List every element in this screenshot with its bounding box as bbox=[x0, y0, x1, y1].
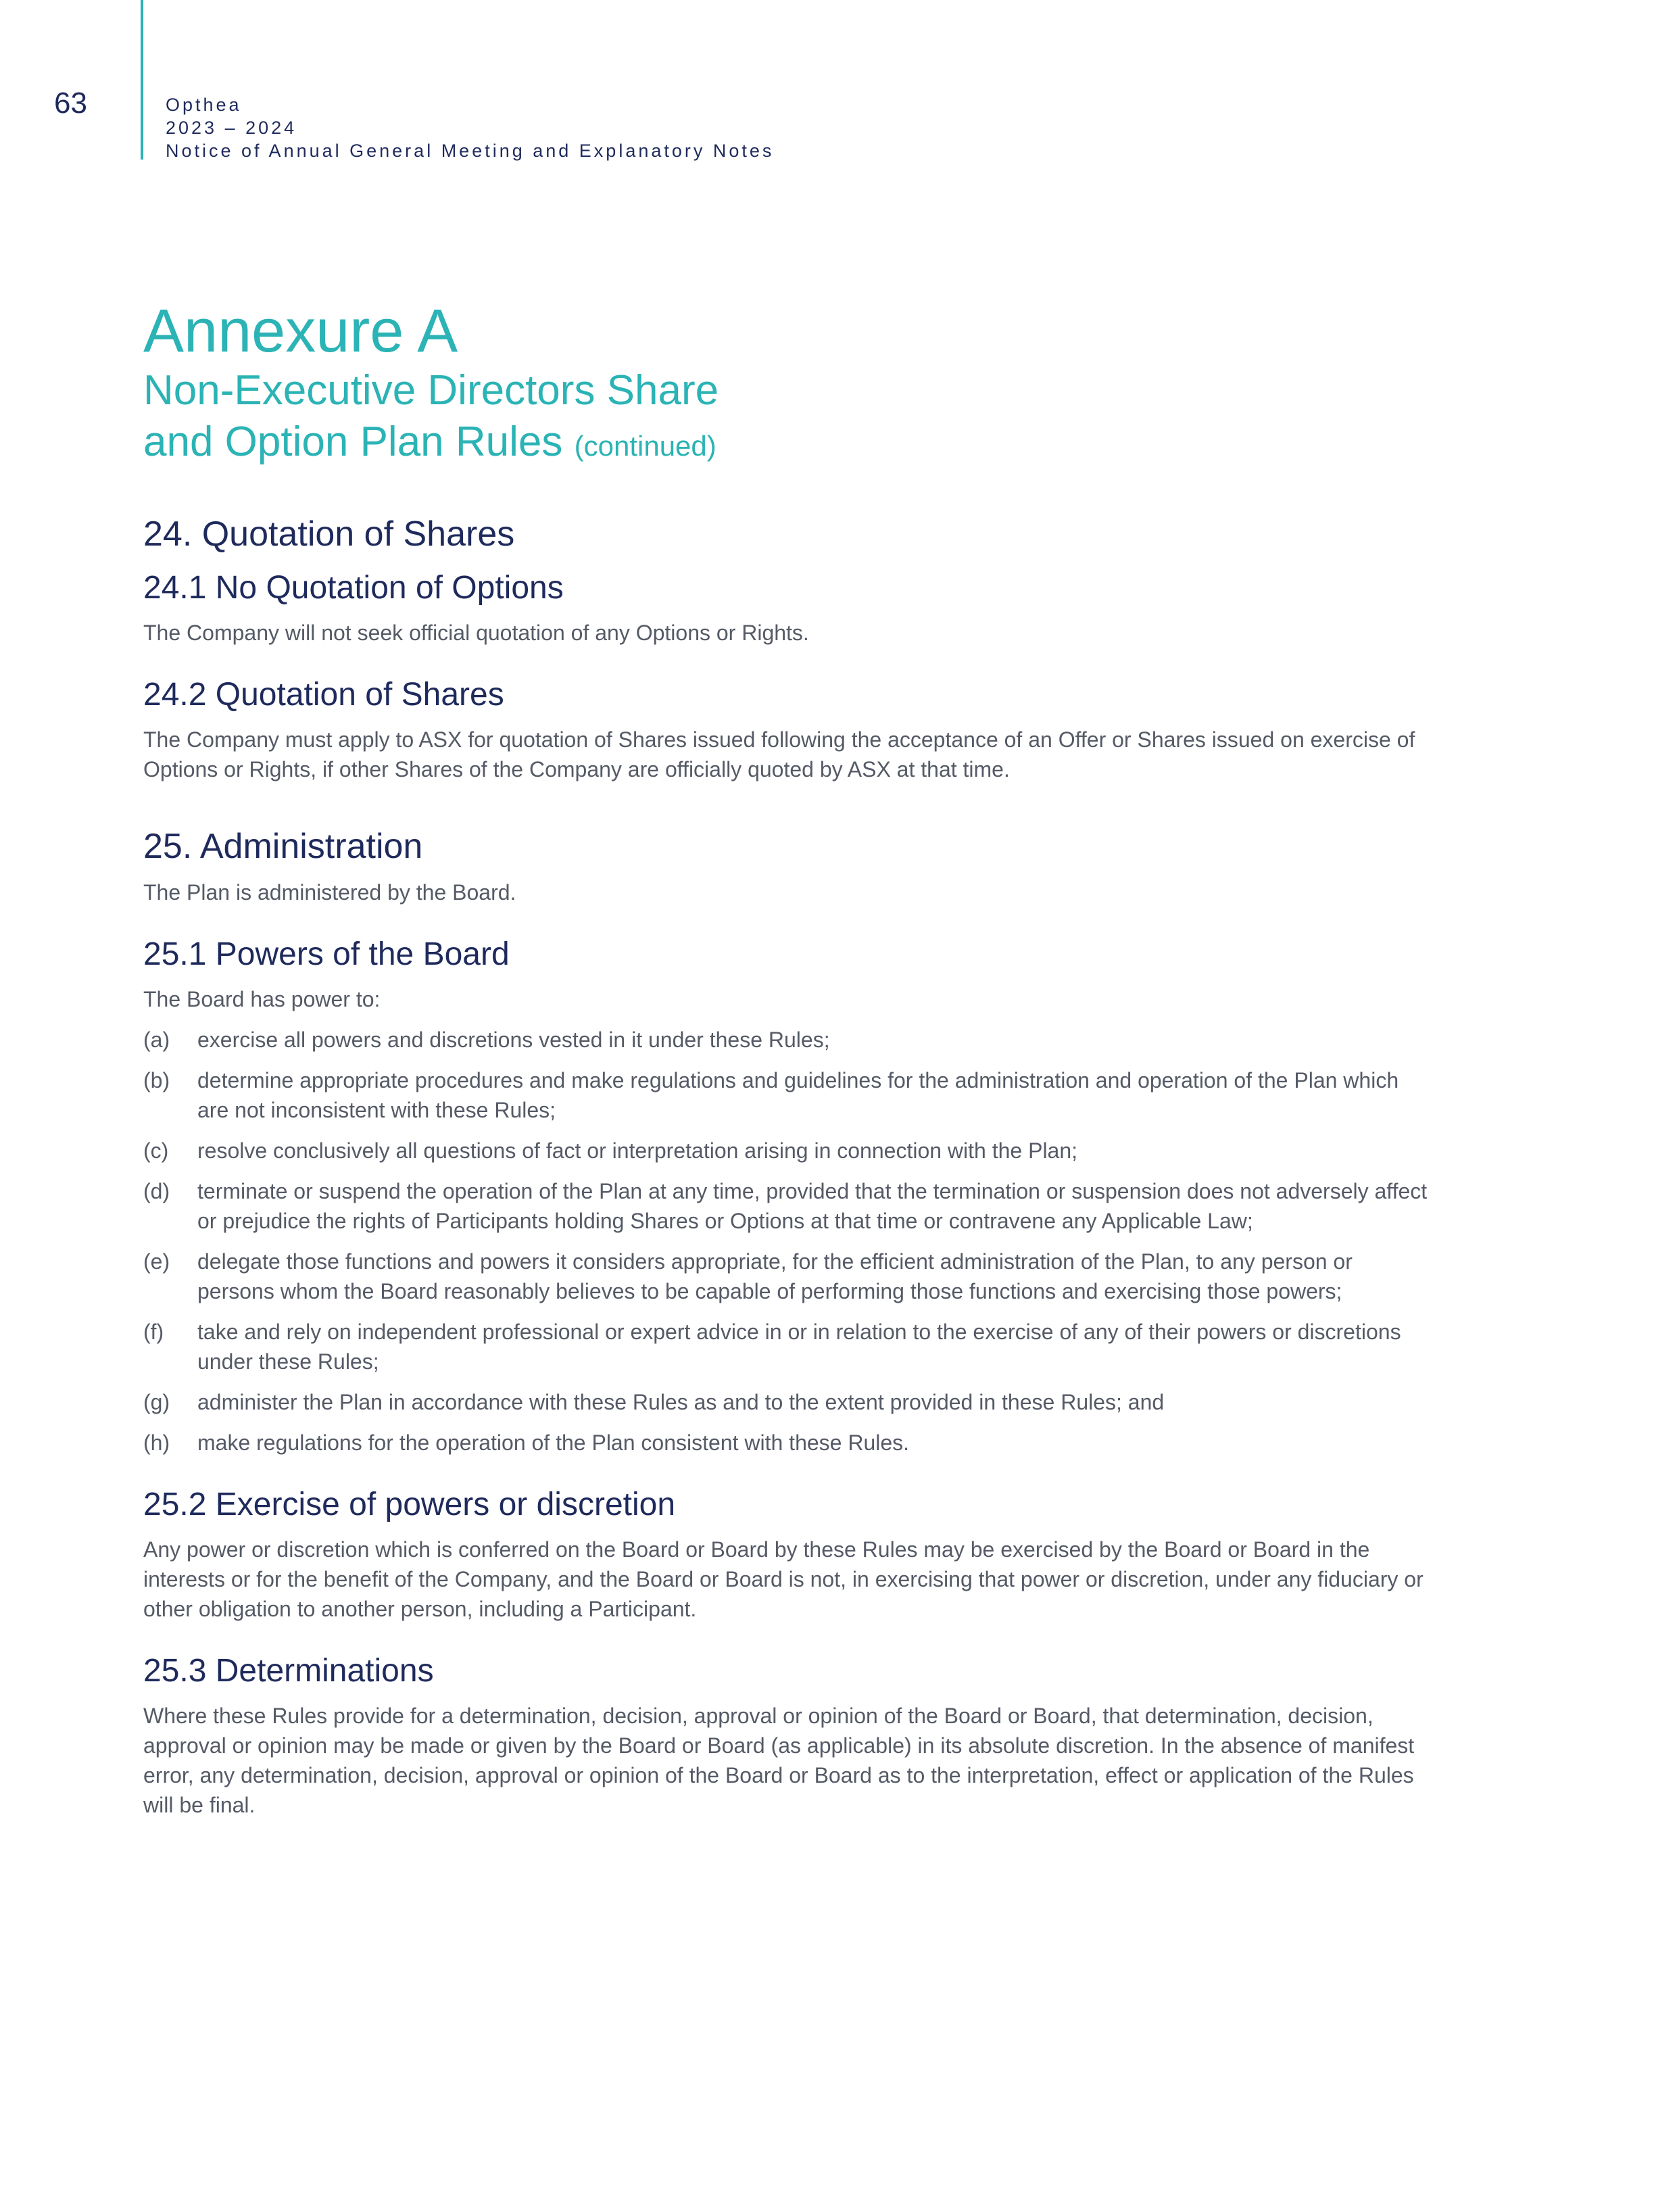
company-name: Opthea bbox=[166, 95, 242, 115]
section-25-2-heading: 25.2 Exercise of powers or discretion bbox=[143, 1487, 676, 1522]
subtitle-line-1: Non-Executive Directors Share bbox=[143, 367, 719, 414]
section-24-2-text: The Company must apply to ASX for quotation of Shares issued following the acceptance of an Offer or Shares issued on exercise of Options or Rights, if other Shares of the Company are officially quoted by ASX at that time. bbox=[143, 727, 1415, 782]
report-year: 2023 – 2024 bbox=[166, 118, 297, 138]
page-number: 63 bbox=[54, 87, 87, 120]
annexure-subtitle bbox=[143, 365, 1428, 472]
section-25-1-intro: The Board has power to: bbox=[143, 987, 381, 1011]
section-24-1-heading: 24.1 No Quotation of Options bbox=[143, 570, 564, 606]
running-header bbox=[166, 93, 774, 162]
section-25-3-heading: 25.3 Determinations bbox=[143, 1653, 434, 1689]
section-25-3-text: Where these Rules provide for a determination, decision, approval or opinion of the Board or Board, that determination, decision, approval or opinion may be made or given by the Board or Board (as applicable) in its absolute discretion. In the absence of manifest error, any determination, decision, approval or opinion of the Board or Board as to the interpretation, effect or application of the Rules will be final. bbox=[143, 1704, 1415, 1817]
list-item: (h) make regulations for the operation of the Plan consistent with these Rules. bbox=[143, 1430, 910, 1455]
main-content bbox=[143, 297, 1428, 1820]
section-24-heading: 24. Quotation of Shares bbox=[143, 514, 515, 554]
list-item: (b) determine appropriate procedures and make regulations and guidelines for the administration and operation of the Plan which are not inconsistent with these Rules; bbox=[143, 1068, 1399, 1122]
list-item: (c) resolve conclusively all questions of fact or interpretation arising in connection with the Plan; bbox=[143, 1138, 1078, 1163]
header-divider bbox=[141, 0, 143, 160]
document-title: Notice of Annual General Meeting and Explanatory Notes bbox=[166, 141, 775, 161]
list-item: (f) take and rely on independent professional or expert advice in or in relation to the exercise of any of their powers or discretions under these Rules; bbox=[143, 1320, 1401, 1374]
list-item: (a) exercise all powers and discretions vested in it under these Rules; bbox=[143, 1028, 830, 1052]
list-item: (d) terminate or suspend the operation of the Plan at any time, provided that the termination or suspension does not adversely affect or prejudice the rights of Participants holding Shares or Options at that time or contravene any Applicable Law; bbox=[143, 1179, 1428, 1233]
section-25-1-heading: 25.1 Powers of the Board bbox=[143, 936, 510, 972]
continued-note: (continued) bbox=[574, 430, 716, 462]
annexure-title: Annexure A bbox=[143, 297, 458, 365]
section-25-2-text: Any power or discretion which is conferred on the Board or Board by these Rules may be exercised by the Board or Board in the interests or for the benefit of the Company, and the Board or Board is not, in exercising that power or discretion, under any fiduciary or other obligation to another person, including a Participant. bbox=[143, 1537, 1424, 1621]
section-25-intro: The Plan is administered by the Board. bbox=[143, 880, 516, 905]
section-24-2-heading: 24.2 Quotation of Shares bbox=[143, 677, 504, 713]
powers-list bbox=[143, 1025, 1428, 1458]
section-24-1-text: The Company will not seek official quotation of any Options or Rights. bbox=[143, 621, 809, 645]
subtitle-line-2: and Option Plan Rules (continued) bbox=[143, 418, 716, 465]
list-item: (g) administer the Plan in accordance with these Rules as and to the extent provided in these Rules; and bbox=[143, 1390, 1165, 1414]
list-item: (e) delegate those functions and powers it considers appropriate, for the efficient administration of the Plan, to any person or persons whom the Board reasonably believes to be capable of performing those functions and exercising those powers; bbox=[143, 1249, 1353, 1303]
section-25-heading: 25. Administration bbox=[143, 827, 423, 866]
